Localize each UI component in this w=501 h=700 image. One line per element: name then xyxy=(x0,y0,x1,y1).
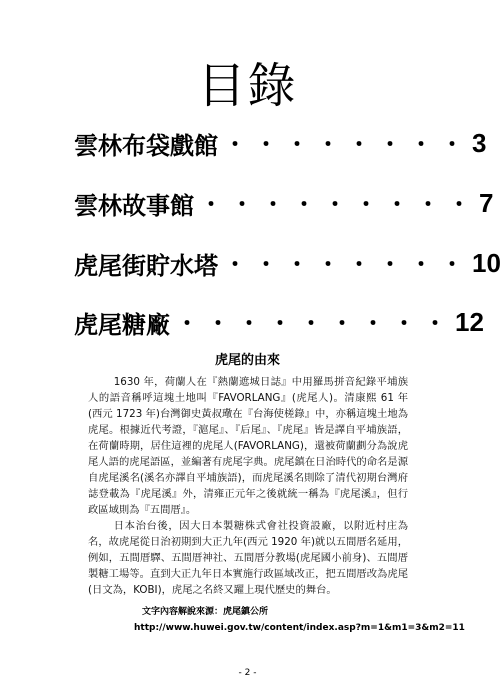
body-paragraph: 1630 年，荷蘭人在『熱蘭遮城日誌』中用羅馬拼音紀錄平埔族人的語音稱呼這塊土地叫『FAVORLANG』(虎尾人)。清康熙 61 年(西元 1723 年)台灣御史黃叔璥在『台海使槎錄』中，亦稱這塊土地為虎尾。根據近代考證，『滬尾』、『后尾』、『虎尾』皆是譯自平埔族語，在荷蘭時期，居住這裡的虎尾人(FAVORLANG)，還被荷蘭劃分為說虎尾人語的虎尾語區，並編著有虎尾字典。虎尾鎮在日治時代的命名是源自虎尾溪名(溪名亦譯自平埔族語)，而虎尾溪名則除了清代初期台灣府誌登載為『虎尾溪』外，清雍正元年之後就統一稱為『虎尾溪』，但行政區域則為『五間厝』。 xyxy=(88,376,408,516)
toc-entry-label: 虎尾糖廠 xyxy=(74,310,170,339)
body-text xyxy=(88,374,408,598)
toc-entry-page: 10 xyxy=(472,247,501,278)
toc-entry-page: 12 xyxy=(455,306,484,337)
toc-entry-page: 3 xyxy=(472,127,487,158)
toc-entry-label: 虎尾街貯水塔 xyxy=(74,251,218,280)
toc-entry-page: 7 xyxy=(479,187,494,218)
page-title: 目錄 xyxy=(197,58,298,114)
toc-leader-dots: ・・・・・・・・ xyxy=(224,252,473,278)
toc-entry-label: 雲林布袋戲館 xyxy=(74,131,218,160)
toc-entry xyxy=(74,123,487,163)
toc-entry xyxy=(74,183,494,223)
toc-entry-label: 雲林故事館 xyxy=(74,191,194,220)
toc-leader-dots: ・・・・・・・・ xyxy=(224,132,473,158)
section-title: 虎尾的由來 xyxy=(214,353,280,368)
toc-entry xyxy=(74,243,501,283)
body-paragraph: 日本治台後，因大日本製糖株式會社投資設廠，以附近村庄為名，故虎尾從日治初期到大正九年(西元 1920 年)就以五間厝名延用，例如，五間厝驛、五間厝神社、五間厝分教場(虎尾國小前身)、五間厝製糖工場等。直到大正九年日本實施行政區域改正，把五間厝改為虎尾(日文為，KOBI)，虎尾之名終又躍上現代歷史的舞台。 xyxy=(88,520,408,596)
source-url: http://www.huwei.gov.tw/content/index.asp?m=1&m1=3&m2=11 xyxy=(134,623,465,633)
toc-leader-dots: ・・・・・・・・・ xyxy=(200,192,480,218)
source-label: 文字內容解說來源：虎尾鎮公所 xyxy=(142,607,269,617)
page-number: - 2 - xyxy=(238,668,257,678)
toc-leader-dots: ・・・・・・・・・ xyxy=(176,311,456,337)
toc-entry xyxy=(74,302,484,342)
